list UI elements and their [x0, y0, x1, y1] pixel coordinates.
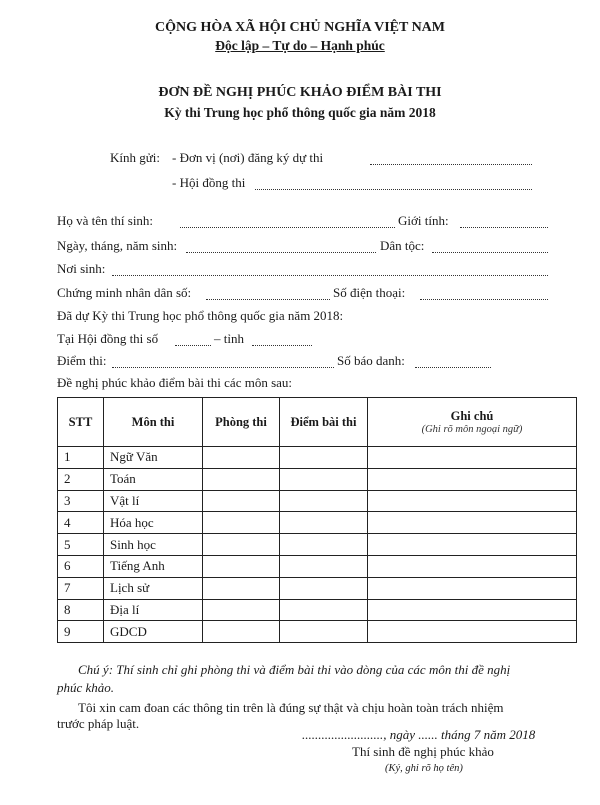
- table-row: [58, 534, 577, 556]
- recipient-council-field[interactable]: [255, 189, 532, 190]
- gender-label: Giới tính:: [398, 213, 449, 228]
- row-note-cell[interactable]: [368, 490, 577, 512]
- header-note-hint: (Ghi rõ môn ngoại ngữ): [421, 424, 523, 435]
- full-name-label: Họ và tên thí sinh:: [57, 213, 154, 228]
- row-note-cell[interactable]: [368, 534, 577, 556]
- row-room-cell[interactable]: [203, 577, 280, 599]
- date-line: ........................., ngày ...... tháng 7 năm 2018: [302, 727, 536, 742]
- venue-field[interactable]: [112, 367, 334, 368]
- row-stt: 8: [58, 599, 104, 621]
- row-room-cell[interactable]: [203, 490, 280, 512]
- table-row: [58, 621, 577, 643]
- row-score-cell[interactable]: [280, 555, 368, 577]
- row-note-cell[interactable]: [368, 577, 577, 599]
- row-room-cell[interactable]: [203, 555, 280, 577]
- row-note-cell[interactable]: [368, 599, 577, 621]
- row-subject: Ngữ Văn: [104, 447, 203, 469]
- attended-label: Đã dự Kỳ thi Trung học phổ thông quốc gia năm 2018:: [57, 308, 344, 323]
- sign-hint: (Ký, ghi rõ họ tên): [385, 763, 463, 774]
- row-score-cell[interactable]: [280, 512, 368, 534]
- birthplace-label: Nơi sinh:: [57, 261, 106, 276]
- ethnicity-field[interactable]: [432, 252, 548, 253]
- dob-field[interactable]: [186, 252, 376, 253]
- table-row: [58, 599, 577, 621]
- gender-field[interactable]: [460, 227, 548, 228]
- row-room-cell[interactable]: [203, 599, 280, 621]
- recipient-label: Kính gửi:: [110, 150, 161, 165]
- row-note-cell[interactable]: [368, 468, 577, 490]
- phone-label: Số điện thoại:: [333, 285, 406, 300]
- row-note-cell[interactable]: [368, 447, 577, 469]
- row-stt: 2: [58, 468, 104, 490]
- row-stt: 1: [58, 447, 104, 469]
- full-name-field[interactable]: [180, 227, 395, 228]
- candidate-number-label: Số báo danh:: [337, 353, 405, 368]
- row-stt: 3: [58, 490, 104, 512]
- row-room-cell[interactable]: [203, 512, 280, 534]
- table-row: [58, 512, 577, 534]
- ethnicity-label: Dân tộc:: [380, 238, 425, 253]
- row-subject: GDCD: [104, 621, 203, 643]
- form-title: ĐƠN ĐỀ NGHỊ PHÚC KHẢO ĐIỂM BÀI THI: [158, 85, 442, 100]
- row-score-cell[interactable]: [280, 490, 368, 512]
- row-note-cell[interactable]: [368, 555, 577, 577]
- pledge-line-2: trước pháp luật.: [57, 716, 140, 731]
- row-subject: Tiếng Anh: [104, 555, 203, 577]
- row-note-cell[interactable]: [368, 621, 577, 643]
- council-number-field[interactable]: [175, 345, 211, 346]
- row-note-cell[interactable]: [368, 512, 577, 534]
- province-label: – tỉnh: [214, 331, 244, 346]
- header-stt: STT: [58, 398, 104, 447]
- national-motto: Độc lập – Tự do – Hạnh phúc: [215, 38, 385, 53]
- header-score: Điểm bài thi: [280, 398, 368, 447]
- row-score-cell[interactable]: [280, 468, 368, 490]
- venue-label: Điểm thi:: [57, 353, 107, 368]
- row-room-cell[interactable]: [203, 621, 280, 643]
- note-line-2: phúc khảo.: [57, 680, 115, 695]
- national-title: CỘNG HÒA XÃ HỘI CHỦ NGHĨA VIỆT NAM: [154, 20, 445, 35]
- province-field[interactable]: [252, 345, 312, 346]
- row-subject: Toán: [104, 468, 203, 490]
- birthplace-field[interactable]: [112, 275, 548, 276]
- row-room-cell[interactable]: [203, 534, 280, 556]
- table-row: [58, 468, 577, 490]
- row-score-cell[interactable]: [280, 599, 368, 621]
- row-subject: Địa lí: [104, 599, 203, 621]
- dob-label: Ngày, tháng, năm sinh:: [57, 238, 178, 253]
- row-score-cell[interactable]: [280, 621, 368, 643]
- row-score-cell[interactable]: [280, 534, 368, 556]
- row-stt: 4: [58, 512, 104, 534]
- row-subject: Lịch sử: [104, 577, 203, 599]
- pledge-line-1: Tôi xin cam đoan các thông tin trên là đúng sự thật và chịu hoàn toàn trách nhiệm: [78, 700, 504, 715]
- row-subject: Vật lí: [104, 490, 203, 512]
- row-subject: Hóa học: [104, 512, 203, 534]
- phone-field[interactable]: [420, 299, 548, 300]
- row-room-cell[interactable]: [203, 468, 280, 490]
- table-row: [58, 577, 577, 599]
- header-subject: Môn thi: [104, 398, 203, 447]
- row-stt: 7: [58, 577, 104, 599]
- note-line-1: Chú ý: Thí sinh chỉ ghi phòng thi và điểm bài thi vào dòng của các môn thi đề nghị: [78, 662, 511, 677]
- header-note-title: Ghi chú: [450, 409, 494, 423]
- request-label: Đề nghị phúc khảo điểm bài thi các môn sau:: [57, 375, 293, 390]
- recipient-unit-label: - Đơn vị (nơi) đăng ký dự thi: [172, 150, 324, 165]
- row-stt: 6: [58, 555, 104, 577]
- row-stt: 5: [58, 534, 104, 556]
- row-score-cell[interactable]: [280, 447, 368, 469]
- council-label: Tại Hội đồng thi số: [57, 331, 159, 346]
- header-room: Phòng thi: [203, 398, 280, 447]
- id-card-field[interactable]: [206, 299, 330, 300]
- form-subtitle: Kỳ thi Trung học phổ thông quốc gia năm 2018: [164, 105, 436, 120]
- subjects-table: [57, 397, 577, 643]
- recipient-council-label: - Hội đồng thi: [172, 175, 246, 190]
- signer-label: Thí sinh đề nghị phúc khảo: [352, 744, 494, 759]
- signature-area[interactable]: [340, 782, 520, 800]
- row-score-cell[interactable]: [280, 577, 368, 599]
- row-subject: Sinh học: [104, 534, 203, 556]
- header-note: [368, 398, 577, 447]
- candidate-number-field[interactable]: [415, 367, 491, 368]
- table-header-row: [58, 398, 577, 447]
- table-row: [58, 555, 577, 577]
- row-stt: 9: [58, 621, 104, 643]
- table-row: [58, 447, 577, 469]
- row-room-cell[interactable]: [203, 447, 280, 469]
- table-row: [58, 490, 577, 512]
- recipient-unit-field[interactable]: [370, 164, 532, 165]
- id-card-label: Chứng minh nhân dân số:: [57, 285, 192, 300]
